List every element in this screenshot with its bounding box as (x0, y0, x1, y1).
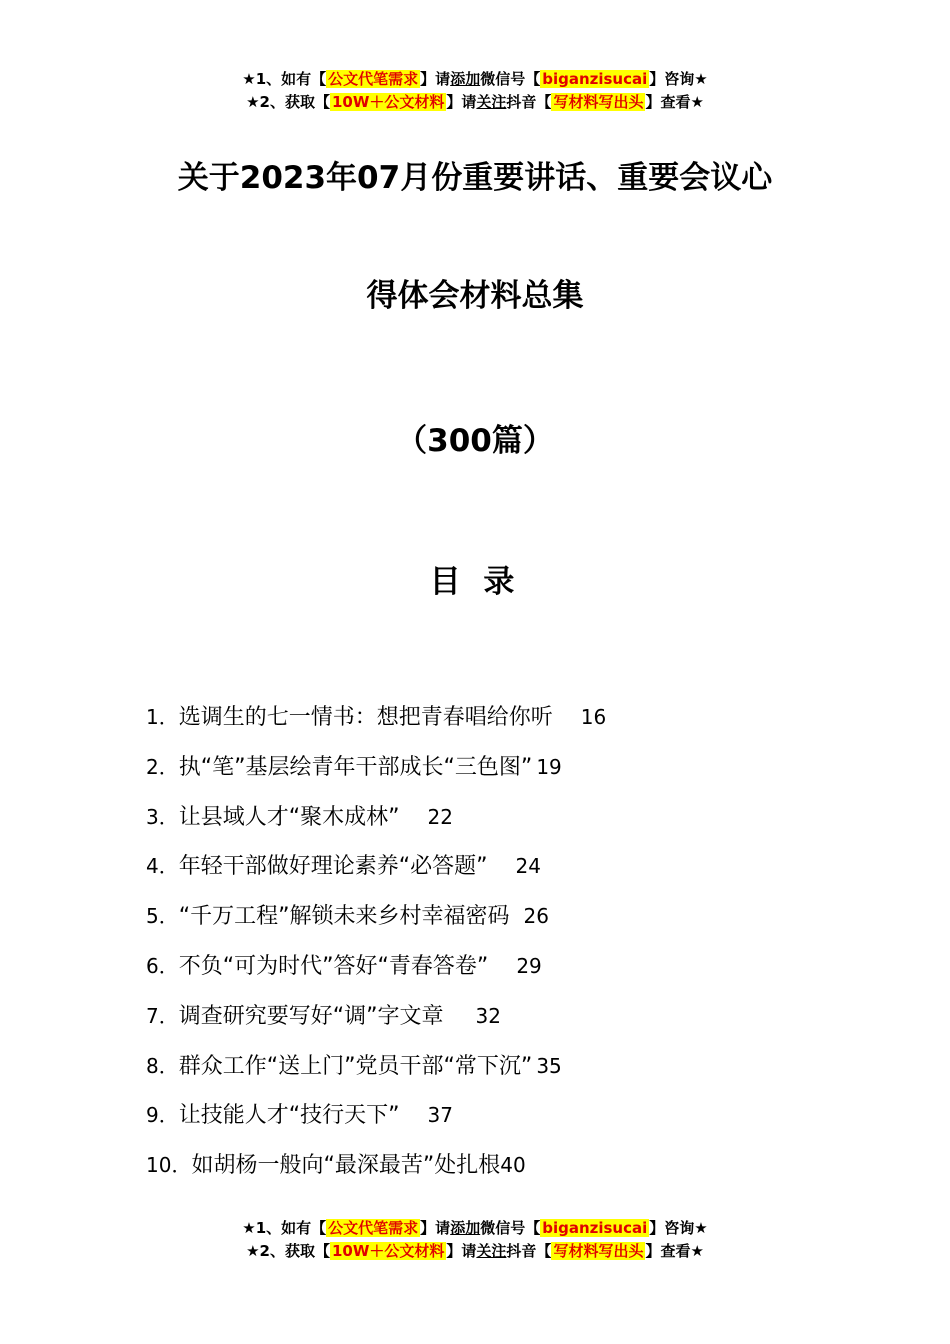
toc-item[interactable] (146, 750, 606, 800)
toc-item-number: 6． (146, 953, 179, 978)
toc-item-title: 不负“可为时代”答好“青春答卷” (178, 953, 489, 979)
toc-item-number: 8． (146, 1053, 179, 1078)
toc-item-page: 35 (536, 1053, 562, 1078)
banner-highlight: 10W＋公文材料 (331, 1242, 445, 1260)
document-title-line-2: 得体会材料总集 (366, 278, 584, 314)
toc-item[interactable] (146, 1098, 606, 1148)
toc-list (146, 700, 606, 1198)
toc-item[interactable] (146, 800, 606, 850)
toc-item-number: 9． (146, 1103, 179, 1128)
toc-item-page: 40 (500, 1153, 526, 1178)
banner-text: ★1、如有【 (242, 1219, 327, 1237)
banner-underline: 关注 (476, 1242, 507, 1260)
document-title-line-1: 关于2023年07月份重要讲话、重要会议心 (177, 160, 773, 196)
banner-highlight: biganzisucai (542, 1219, 648, 1237)
banner-line-2 (0, 1240, 950, 1263)
toc-item-number: 5． (146, 904, 179, 929)
toc-item-page: 37 (427, 1103, 453, 1128)
toc-item-title: 群众工作“送上门”党员干部“常下沉” (178, 1053, 533, 1079)
toc-item-title: 调查研究要写好“调”字文章 (178, 1003, 444, 1029)
toc-item[interactable] (146, 700, 606, 750)
banner-text: 】请 (446, 93, 477, 111)
toc-item-number: 1． (146, 705, 179, 729)
toc-item[interactable] (146, 949, 606, 999)
toc-item[interactable] (146, 1049, 606, 1099)
toc-item-page: 29 (516, 953, 542, 978)
banner-line-1 (0, 1217, 950, 1240)
toc-item-number: 10． (146, 1153, 192, 1178)
toc-item[interactable] (146, 849, 606, 899)
toc-item-title: 执“笔”基层绘青年干部成长“三色图” (178, 754, 533, 780)
banner-text: 微信号【 (480, 1219, 541, 1237)
banner-text: 】请 (420, 1219, 451, 1237)
toc-item-page: 26 (523, 904, 549, 929)
header-banner (0, 68, 950, 114)
toc-item-page: 19 (536, 754, 562, 779)
toc-item-title: 年轻干部做好理论素养“必答题” (178, 854, 488, 880)
toc-heading: 目 录 (429, 564, 521, 600)
document-count: （300篇） (396, 423, 554, 459)
banner-highlight: 写材料写出头 (553, 93, 644, 111)
banner-text: 微信号【 (480, 70, 541, 88)
banner-text: ★1、如有【 (242, 70, 327, 88)
toc-item-number: 3． (146, 804, 179, 829)
toc-item-page: 22 (427, 804, 453, 829)
toc-item-title: 选调生的七一情书：想把青春唱给你听 (178, 705, 553, 730)
toc-item[interactable] (146, 999, 606, 1049)
banner-text: 】请 (420, 70, 451, 88)
banner-underline: 添加 (450, 70, 481, 88)
banner-highlight: 公文代笔需求 (328, 1219, 419, 1237)
banner-highlight: 10W＋公文材料 (331, 93, 445, 111)
toc-item-title: 让技能人才“技行天下” (178, 1103, 400, 1129)
banner-line-1 (0, 68, 950, 91)
toc-item-title: 让县域人才“聚木成林” (178, 804, 400, 830)
banner-text: 】查看★ (645, 93, 704, 111)
toc-item[interactable] (146, 1148, 606, 1198)
banner-text: 抖音【 (506, 93, 552, 111)
banner-text: ★2、获取【 (246, 93, 330, 111)
banner-text: 】咨询★ (649, 1219, 708, 1237)
toc-item-title: 如胡杨一般向“最深最苦”处扎根 (191, 1153, 501, 1179)
toc-item-page: 24 (515, 854, 541, 879)
toc-item-number: 7． (146, 1003, 179, 1028)
toc-item-page: 16 (580, 705, 607, 729)
footer-banner (0, 1217, 950, 1263)
toc-item-title: “千万工程”解锁未来乡村幸福密码 (178, 904, 510, 930)
banner-text: 】请 (446, 1242, 477, 1260)
banner-text: 】查看★ (645, 1242, 704, 1260)
banner-highlight: 公文代笔需求 (328, 70, 419, 88)
toc-item[interactable] (146, 899, 606, 949)
banner-underline: 关注 (476, 93, 507, 111)
banner-highlight: biganzisucai (542, 70, 648, 88)
banner-text: 】咨询★ (649, 70, 708, 88)
banner-highlight: 写材料写出头 (553, 1242, 644, 1260)
toc-item-page: 32 (475, 1003, 501, 1028)
banner-line-2 (0, 91, 950, 114)
banner-text: 抖音【 (506, 1242, 552, 1260)
toc-item-number: 4． (146, 854, 179, 879)
banner-underline: 添加 (450, 1219, 481, 1237)
banner-text: ★2、获取【 (246, 1242, 330, 1260)
toc-item-number: 2． (146, 754, 179, 779)
